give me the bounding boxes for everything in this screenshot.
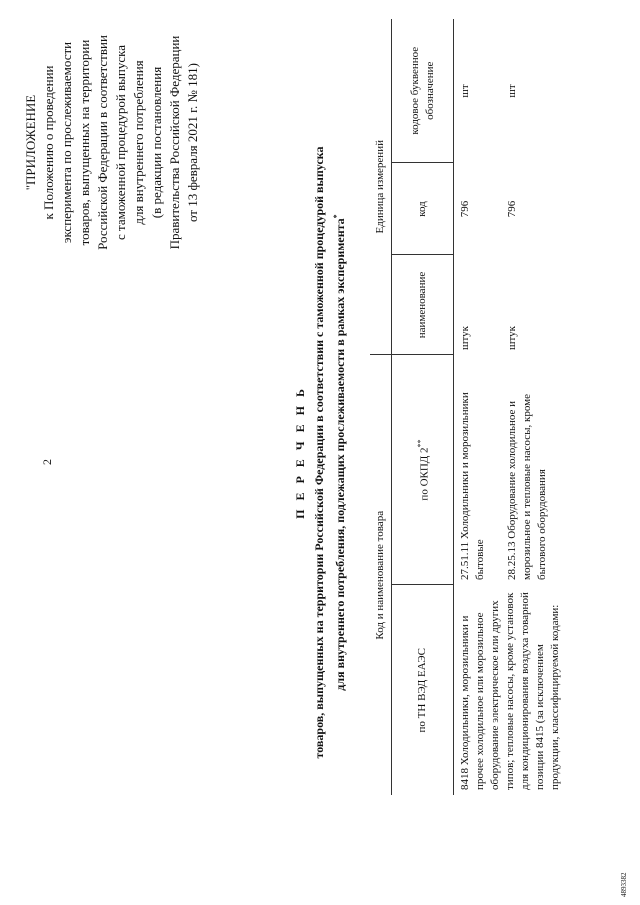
header-tnved: по ТН ВЭД ЕАЭС — [392, 585, 454, 795]
goods-table — [370, 19, 567, 795]
appendix-line: "ПРИЛОЖЕНИЕ — [23, 94, 38, 191]
appendix-line: Правительства Российской Федерации — [167, 35, 182, 250]
title-footnote-mark: * — [332, 214, 341, 219]
appendix-line: эксперимента по прослеживаемости — [59, 41, 74, 244]
header-unit-name: наименование — [392, 255, 454, 355]
table-header-group-row — [370, 19, 392, 795]
cell-okpd: 28.25.13 Оборудование холодильное и морозильное и тепловые насосы, кроме бытового оборудования — [506, 394, 549, 580]
cell-unit-code: 796 — [459, 200, 471, 218]
header-okpd-mark: ** — [415, 439, 425, 448]
appendix-line: к Положению о проведении — [41, 65, 56, 220]
appendix-line: для внутреннего потребления — [131, 60, 146, 225]
table-row — [454, 19, 502, 795]
document-id: 4893382 — [620, 872, 628, 897]
appendix-line: (в редакции постановления — [149, 66, 164, 219]
appendix-line: Российской Федерации в соответствии — [95, 35, 110, 250]
header-unit-letter: кодовое буквенное обозначение — [392, 19, 454, 163]
cell-unit-letter: шт — [459, 84, 471, 98]
header-okpd — [392, 355, 454, 585]
appendix-block — [22, 10, 202, 275]
appendix-line: товаров, выпущенных на территории — [77, 39, 92, 246]
title-heading: П Е Р Е Ч Е Н Ь — [293, 386, 307, 519]
appendix-line: от 13 февраля 2021 г. № 181) — [185, 62, 200, 223]
cell-unit-letter: шт — [506, 84, 519, 98]
cell-unit-name: штук — [459, 326, 471, 350]
header-code-name-group: Код и наименование товара — [370, 355, 392, 795]
header-unit-group: Единица измерений — [370, 19, 392, 355]
header-okpd-text: по ОКПД 2 — [418, 447, 431, 501]
cell-okpd: 27.51.11 Холодильники и морозильники бытовые — [459, 392, 486, 580]
cell-tnved: 8418 Холодильники, морозильники и прочее холодильное или морозильное оборудование электрическое или других типов; тепловые насосы, кроме установок для кондиционирования воздуха товарной позиции 8415 (за исключением продукции, классифицируемой кодами: — [459, 592, 561, 790]
title-line-2 — [328, 0, 349, 905]
title-line-2-text: для внутреннего потребления, подлежащих прослеживаемости в рамках эксперимента — [333, 218, 347, 691]
cell-unit-name: штук — [506, 326, 519, 350]
cell-unit-code: 796 — [506, 200, 519, 218]
header-unit-code: код — [392, 163, 454, 255]
appendix-line: с таможенной процедурой выпуска — [113, 44, 128, 241]
page-number: 2 — [40, 459, 54, 465]
table-header-row — [392, 19, 454, 795]
title-line-1: товаров, выпущенных на территории Российской Федерации в соответствии с таможенной процедурой выпуска — [312, 146, 326, 759]
document-title — [292, 0, 349, 905]
